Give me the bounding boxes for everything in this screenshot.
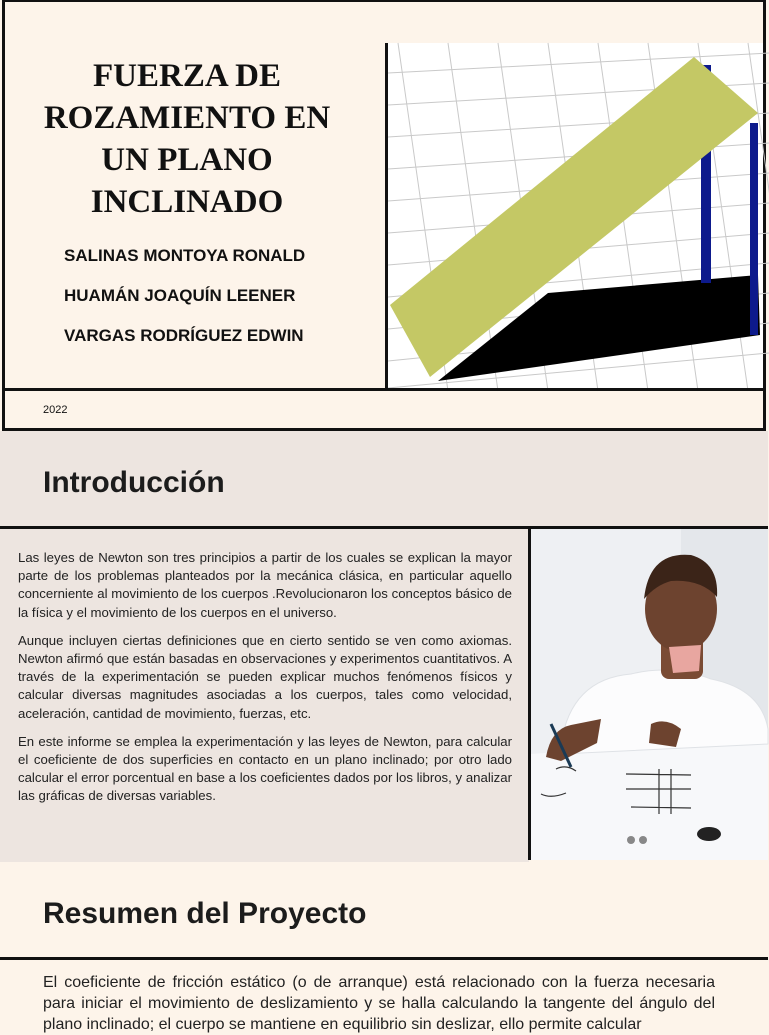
student-illustration [531,529,768,860]
intro-paragraph-3: En este informe se emplea la experimentación y las leyes de Newton, para calcular el coeficiente de dos superficies en contacto en un plano inclinado; por otro lado calcular el error porcentual en base a los coeficientes dados por los libros, y analizar las gráficas de diversas variables. [18,733,512,804]
resumen-paragraph: El coeficiente de fricción estático (o de arranque) está relacionado con la fuerza necesaria para iniciar el movimiento de deslizamiento y se halla calculando la tangente del ángulo del plano inclinado; el cuerpo se mantiene en equilibrio sin deslizar, ello permite calcular [43,974,715,1033]
author-1: SALINAS MONTOYA RONALD [64,246,306,265]
page-title: FUERZA DE ROZAMIENTO EN UN PLANO INCLINADO [43,58,331,220]
intro-paragraph-2: Aunque incluyen ciertas definiciones que en cierto sentido se ven como axiomas. Newton afirmó que están basadas en observaciones y experimentos cuantitativos. A través de la experimentación se pueden explicar muchos fenómenos físicos y calcular diversas magnitudes asociadas a los cuerpos, tales como velocidad, aceleración, cantidad de movimiento, fuerzas, etc. [18,632,512,721]
resumen-divider [0,957,768,960]
intro-heading: Introducción [43,466,225,499]
intro-body [0,529,529,862]
post-front-icon [750,123,758,335]
inclined-plane-illustration [385,43,766,391]
student-photo [531,529,768,860]
year-label: 2022 [43,404,68,416]
author-3: VARGAS RODRÍGUEZ EDWIN [64,326,304,345]
resumen-heading: Resumen del Proyecto [43,897,367,930]
intro-paragraph-1: Las leyes de Newton son tres principios a partir de los cuales se explican la mayor parte de los problemas planteados por la mecánica clásica, en particular aquello concerniente al movimiento de los cuerpos .Revolucionaron los conceptos básico de la física y el movimiento de los cuerpos en el universo. [18,550,512,620]
inclined-plane-svg [388,43,769,391]
top-bar [2,0,766,46]
author-2: HUAMÁN JOAQUÍN LEENER [64,286,296,305]
year-bar [2,388,766,431]
